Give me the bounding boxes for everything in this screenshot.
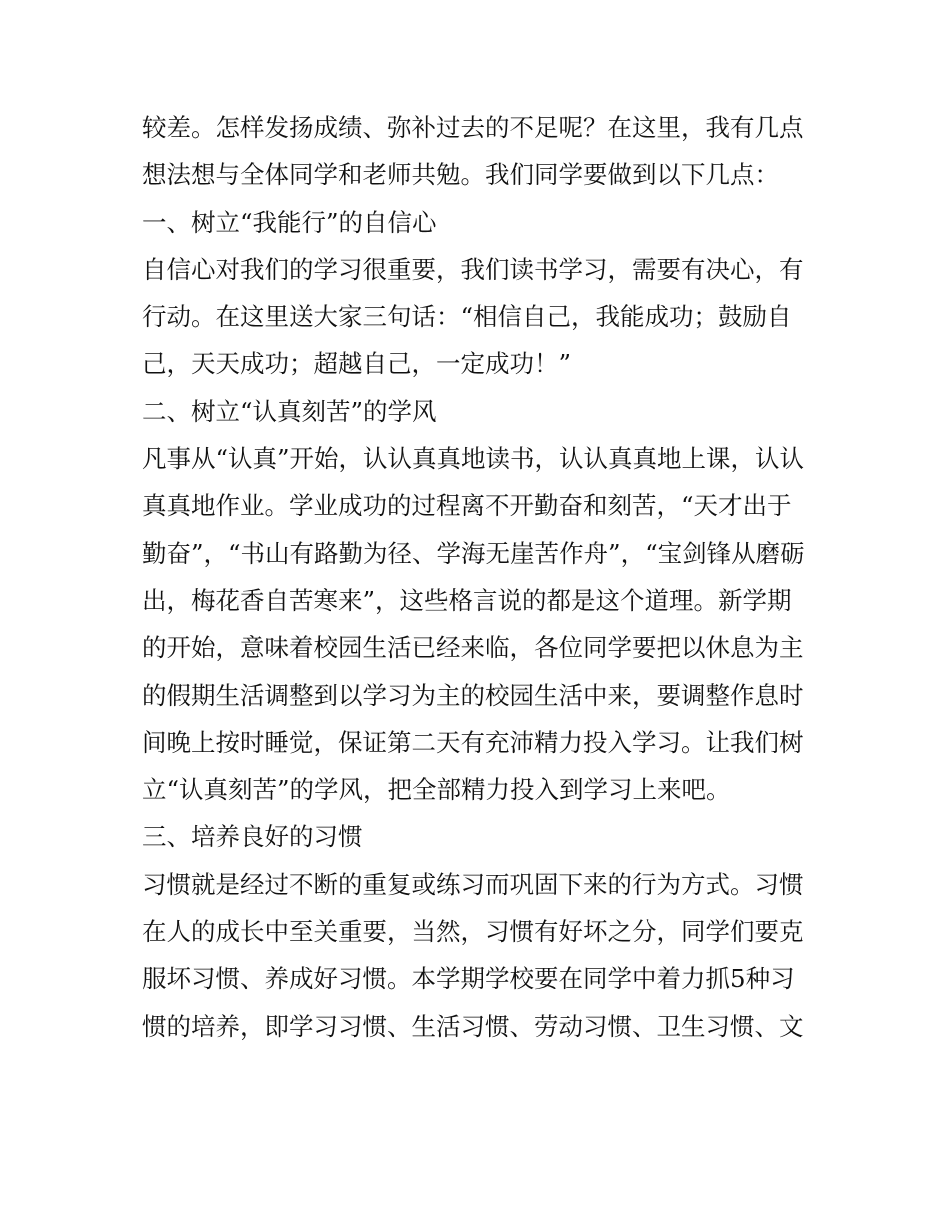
text-line: 立“认真刻苦”的学风，把全部精力投入到学习上来吧。: [142, 775, 731, 805]
text-line: 自信心对我们的学习很重要，我们读书学习，需要有决心，有: [142, 254, 804, 284]
text-line: 行动。在这里送大家三句话：“相信自己，我能成功；鼓励自: [142, 302, 792, 332]
text-line: 服坏习惯、养成好习惯。本学期学校要在同学中着力抓5种习: [142, 964, 795, 994]
text-line: 习惯就是经过不断的重复或练习而巩固下来的行为方式。习惯: [142, 869, 804, 899]
section-heading: 一、树立“我能行”的自信心: [142, 207, 437, 237]
section-heading: 二、树立“认真刻苦”的学风: [142, 396, 437, 426]
text-line: 较差。怎样发扬成绩、弥补过去的不足呢？在这里，我有几点: [142, 113, 804, 142]
text-line: 在人的成长中至关重要，当然，习惯有好坏之分，同学们要克: [142, 917, 804, 947]
text-line: 惯的培养，即学习习惯、生活习惯、劳动习惯、卫生习惯、文: [142, 1011, 804, 1041]
text-line: 勤奋”，“书山有路勤为径、学海无崖苦作舟”，“宝剑锋从磨砺: [142, 538, 805, 568]
text-line: 的开始，意味着校园生活已经来临，各位同学要把以休息为主: [142, 633, 804, 663]
text-line: 的假期生活调整到以学习为主的校园生活中来，要调整作息时: [142, 680, 804, 710]
text-line: 真真地作业。学业成功的过程离不开勤奋和刻苦，“天才出于: [142, 491, 792, 521]
text-line: 凡事从“认真”开始，认认真真地读书，认认真真地上课，认认: [142, 444, 805, 474]
text-line: 想法想与全体同学和老师共勉。我们同学要做到以下几点：: [142, 160, 779, 190]
text-line: 出，梅花香自苦寒来”，这些格言说的都是这个道理。新学期: [142, 585, 792, 615]
document-body: [142, 104, 822, 1050]
text-line: 间晚上按时睡觉，保证第二天有充沛精力投入学习。让我们树: [142, 727, 804, 757]
text-line: 己，天天成功；超越自己，一定成功！”: [142, 349, 572, 379]
section-heading: 三、培养良好的习惯: [142, 822, 363, 852]
